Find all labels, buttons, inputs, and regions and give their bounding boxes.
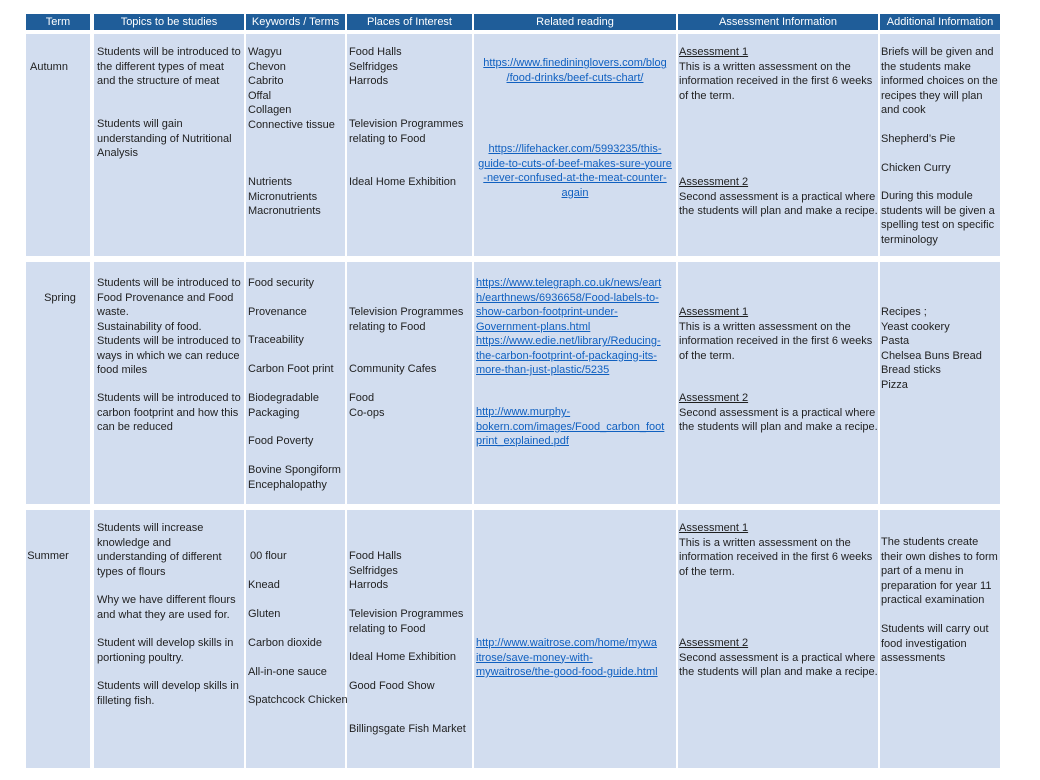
spring-topic-block <box>97 276 241 378</box>
summer-place-block <box>349 650 456 665</box>
summer-assessment-block-line: the students will plan and make a recipe. <box>679 666 878 678</box>
autumn-additional-block-line: terminology <box>881 233 938 246</box>
summer-topic-block <box>97 679 239 708</box>
spring-additional-block-line: Chelsea Buns Bread <box>881 349 982 362</box>
spring-places-cell <box>347 262 472 504</box>
autumn-topic-block-line: the different types of meat <box>97 60 224 73</box>
spring-assessment-block-line: This is a written assessment on the <box>679 320 851 333</box>
autumn-assessment-block-line: of the term. <box>679 89 735 102</box>
autumn-keyword-block <box>248 175 321 219</box>
autumn-additional-block-line: students will be given a <box>881 204 995 217</box>
spring-reading-link-line[interactable]: more-than-just-plastic/5235 <box>476 364 610 376</box>
spring-reading-link-line[interactable]: Government-plans.html <box>476 320 591 333</box>
autumn-additional-block <box>881 45 998 118</box>
autumn-assessment-block-line: This is a written assessment on the <box>679 60 851 73</box>
summer-keyword-block-line: Spatchcock Chicken <box>248 694 348 706</box>
autumn-place-block-line: Selfridges <box>349 60 398 73</box>
autumn-topic-block <box>97 45 241 89</box>
summer-assessment-block-line: Assessment 1 <box>679 522 749 534</box>
autumn-keyword-block-line: Offal <box>248 89 272 102</box>
header-places: Places of Interest <box>347 14 472 30</box>
summer-place-block-line: Good Food Show <box>349 680 435 692</box>
autumn-place-block-line: Harrods <box>349 75 389 87</box>
autumn-topic-block <box>97 117 232 161</box>
summer-topic-block-line: knowledge and <box>97 536 172 549</box>
spring-place-block <box>349 362 436 377</box>
autumn-topic-block-line: Analysis <box>97 147 138 159</box>
spring-keyword-block <box>248 305 307 320</box>
spring-topic-block-line: Students will be introduced to <box>97 392 241 404</box>
autumn-keyword-block-line: Nutrients <box>248 176 293 188</box>
autumn-place-block-line: Ideal Home Exhibition <box>349 176 457 188</box>
spring-keyword-block-line: Traceability <box>248 334 304 346</box>
spring-assessment-block-line: the students will plan and make a recipe. <box>679 421 878 433</box>
summer-additional-block-line: practical examination <box>881 594 985 606</box>
autumn-reading-link-line[interactable]: /food-drinks/beef-cuts-chart/ <box>506 71 644 84</box>
spring-keyword-block-line: Bovine Spongiform <box>248 464 341 476</box>
header-topics: Topics to be studies <box>94 14 244 30</box>
summer-place-block-line: Selfridges <box>349 564 398 577</box>
autumn-reading-link[interactable] <box>476 56 674 85</box>
summer-additional-block <box>881 622 989 666</box>
spring-topic-block <box>97 391 241 435</box>
spring-topic-block-line: can be reduced <box>97 421 173 433</box>
summer-place-block <box>349 722 466 737</box>
spring-place-block <box>349 391 384 420</box>
spring-place-block-line: Food <box>349 392 375 404</box>
header-additional: Additional Information <box>880 14 1000 30</box>
summer-assessment-block <box>679 521 872 579</box>
autumn-additional-block-line: the students make <box>881 60 971 73</box>
spring-reading-link-line[interactable]: the-carbon-footprint-of-packaging-its- <box>476 349 657 362</box>
summer-topic-block-line: Students will increase <box>97 522 204 534</box>
summer-additional-block-line: food investigation <box>881 637 967 650</box>
summer-additional-block-line: Students will carry out <box>881 623 989 635</box>
spring-reading-link-line[interactable]: show-carbon-footprint-under- <box>476 306 618 318</box>
spring-additional-block-line: Yeast cookery <box>881 320 950 333</box>
spring-reading-link[interactable] <box>476 405 664 449</box>
spring-keyword-block-line: Packaging <box>248 406 300 419</box>
autumn-place-block-line: Television Programmes <box>349 118 464 130</box>
summer-place-block-line: Harrods <box>349 579 389 591</box>
autumn-reading-link-line[interactable]: again <box>561 186 589 199</box>
autumn-topic-block-line: understanding of Nutritional <box>97 132 232 145</box>
spring-topic-block-line: Students will be introduced to <box>97 277 241 289</box>
autumn-reading-link-line[interactable]: -never-confused-at-the-meat-counter- <box>483 172 667 184</box>
summer-topic-block-line: portioning poultry. <box>97 651 184 664</box>
spring-assessment-block-line: Assessment 2 <box>679 392 749 404</box>
autumn-reading-link-line[interactable]: guide-to-cuts-of-beef-makes-sure-youre <box>478 157 672 170</box>
spring-place-block-line: Community Cafes <box>349 363 437 375</box>
autumn-additional-block-line: informed choices on the <box>881 75 998 87</box>
summer-place-block-line: Ideal Home Exhibition <box>349 651 457 663</box>
autumn-place-block <box>349 175 456 190</box>
summer-place-block-line: Food Halls <box>349 550 402 562</box>
summer-keyword-block-line: Knead <box>248 579 280 591</box>
spring-keyword-block <box>248 434 313 449</box>
term-summer: Summer <box>27 550 69 562</box>
summer-topic-block-line: Student will develop skills in <box>97 637 234 649</box>
summer-assessment-block <box>679 636 878 680</box>
autumn-topic-block-line: Students will gain <box>97 118 183 130</box>
autumn-assessment-block <box>679 175 878 219</box>
spring-topic-block-line: waste. <box>97 306 129 318</box>
spring-place-block <box>349 305 463 334</box>
autumn-keyword-block-line: Chevon <box>248 60 286 73</box>
spring-keyword-block-line: Food Poverty <box>248 435 314 447</box>
spring-topic-block-line: Sustainability of food. <box>97 320 202 333</box>
summer-assessment-block-line: Second assessment is a practical where <box>679 651 876 664</box>
autumn-place-block-line: relating to Food <box>349 132 426 145</box>
autumn-assessment-block <box>679 45 872 103</box>
spring-reading-link[interactable] <box>476 276 661 378</box>
spring-reading-link-line[interactable]: h/earthnews/6936658/Food-labels-to- <box>476 291 659 304</box>
spring-additional-block-line: Recipes ; <box>881 306 927 318</box>
autumn-topic-block-line: and the structure of meat <box>97 75 220 87</box>
term-spring: Spring <box>44 292 76 304</box>
autumn-additional-block <box>881 161 951 176</box>
spring-assessment-block-line: information received in the first 6 weeks <box>679 335 873 347</box>
summer-topic-block-line: types of flours <box>97 565 166 578</box>
autumn-assessment-block-line: Assessment 1 <box>679 46 749 58</box>
summer-keyword-block-line: All-in-one sauce <box>248 666 327 678</box>
autumn-place-block <box>349 117 463 146</box>
summer-additional-block-line: their own dishes to form <box>881 550 998 563</box>
summer-additional-block-line: part of a menu in <box>881 565 964 577</box>
spring-keyword-block-line: Provenance <box>248 306 307 318</box>
summer-topic-block-line: Why we have different flours <box>97 594 236 606</box>
summer-reading-link-line[interactable]: mywaitrose/the-good-food-guide.html <box>476 666 658 678</box>
summer-reading-link-line[interactable]: itrose/save-money-with- <box>476 651 593 664</box>
autumn-additional-block-line: Chicken Curry <box>881 162 951 174</box>
summer-keyword-block <box>248 636 322 651</box>
spring-topic-block-line: ways in which we can reduce <box>97 349 240 362</box>
spring-additional-block-line: Pizza <box>881 378 908 391</box>
autumn-additional-block <box>881 132 955 147</box>
autumn-place-block-line: Food Halls <box>349 46 402 58</box>
summer-reading-link-line[interactable]: http://www.waitrose.com/home/mywa <box>476 637 657 649</box>
autumn-assessment-block-line: Assessment 2 <box>679 176 749 188</box>
spring-reading-link-line[interactable]: print_explained.pdf <box>476 435 569 447</box>
summer-keyword-block-line: Carbon dioxide <box>248 637 322 649</box>
spring-keyword-block <box>248 362 334 377</box>
spring-assessment-block <box>679 391 878 435</box>
summer-keyword-block <box>248 693 348 708</box>
autumn-keyword-block-line: Micronutrients <box>248 190 318 203</box>
spring-keyword-block-line: Encephalopathy <box>248 478 327 491</box>
spring-place-block-line: Co-ops <box>349 406 385 419</box>
spring-place-block-line: Television Programmes <box>349 306 464 318</box>
header-assessment: Assessment Information <box>678 14 878 30</box>
spring-topic-block-line: carbon footprint and how this <box>97 406 239 419</box>
summer-topic-block-line: and what they are used for. <box>97 608 230 621</box>
spring-topic-block-line: food miles <box>97 364 148 376</box>
autumn-assessment-block-line: information received in the first 6 weeks <box>679 75 873 87</box>
spring-keyword-block <box>248 463 341 492</box>
header-term: Term <box>26 14 90 30</box>
spring-keyword-block-line: Biodegradable <box>248 392 319 404</box>
summer-assessment-block-line: This is a written assessment on the <box>679 536 851 549</box>
summer-place-block <box>349 607 463 636</box>
summer-keyword-block-line: Gluten <box>248 608 281 620</box>
autumn-additional-block-line: recipes they will plan <box>881 89 983 102</box>
autumn-reading-link[interactable] <box>476 142 674 200</box>
summer-reading-link[interactable] <box>476 636 658 680</box>
spring-keyword-block <box>248 391 319 420</box>
spring-topic-block-line: Food Provenance and Food <box>97 291 234 304</box>
summer-additional-block-line: preparation for year 11 <box>881 579 992 592</box>
summer-keyword-block <box>248 578 280 593</box>
spring-assessment-block-line: Assessment 1 <box>679 306 749 318</box>
spring-assessment-block-line: of the term. <box>679 349 735 362</box>
spring-place-block-line: relating to Food <box>349 320 426 333</box>
summer-keyword-block <box>250 549 287 564</box>
autumn-place-block <box>349 45 402 89</box>
header-reading: Related reading <box>474 14 676 30</box>
term-autumn: Autumn <box>30 61 68 73</box>
autumn-reading-link-line[interactable]: https://lifehacker.com/5993235/this- <box>488 143 662 155</box>
summer-place-block-line: Billingsgate Fish Market <box>349 723 466 735</box>
autumn-keyword-block-line: Macronutrients <box>248 205 321 217</box>
summer-keyword-block <box>248 665 327 680</box>
spring-reading-link-line[interactable]: https://www.telegraph.co.uk/news/eart <box>476 277 662 289</box>
spring-topic-block-line: Students will be introduced to <box>97 335 241 347</box>
summer-topic-block <box>97 593 236 622</box>
autumn-keyword-block-line: Collagen <box>248 104 292 116</box>
spring-keyword-block <box>248 333 304 348</box>
summer-place-block <box>349 549 402 593</box>
summer-additional-block-line: assessments <box>881 652 946 664</box>
spring-keyword-block-line: Carbon Foot print <box>248 363 334 375</box>
summer-place-block <box>349 679 435 694</box>
spring-additional-block <box>881 305 982 392</box>
autumn-additional-block-line: and cook <box>881 104 926 116</box>
summer-topic-block <box>97 636 233 665</box>
autumn-additional-block-line: During this module <box>881 190 973 202</box>
spring-additional-block-line: Pasta <box>881 335 910 347</box>
summer-topic-block <box>97 521 222 579</box>
header-keywords: Keywords / Terms <box>246 14 345 30</box>
autumn-additional-block-line: Briefs will be given and <box>881 46 994 58</box>
autumn-additional-block-line: Shepherd’s Pie <box>881 133 956 145</box>
autumn-topic-block-line: Students will be introduced to <box>97 46 241 58</box>
summer-keyword-block <box>248 607 280 622</box>
summer-place-block-line: Television Programmes <box>349 608 464 620</box>
summer-topic-block-line: understanding of different <box>97 551 222 563</box>
summer-topic-block-line: filleting fish. <box>97 694 155 707</box>
spring-keyword-block-line: Food security <box>248 277 315 289</box>
spring-reading-link-line[interactable]: http://www.murphy- <box>476 406 571 418</box>
autumn-keyword-block-line: Wagyu <box>248 46 282 58</box>
spring-assessment-cell <box>678 262 878 504</box>
autumn-assessment-block-line: the students will plan and make a recipe. <box>679 205 878 217</box>
spring-assessment-block <box>679 305 872 363</box>
autumn-additional-block-line: spelling test on specific <box>881 219 995 231</box>
summer-assessment-block-line: of the term. <box>679 565 735 578</box>
summer-keyword-block-line: 00 flour <box>250 550 287 562</box>
summer-place-block-line: relating to Food <box>349 622 426 635</box>
spring-reading-link-line[interactable]: https://www.edie.net/library/Reducing- <box>476 335 661 347</box>
summer-additional-block <box>881 535 998 608</box>
autumn-reading-link-line[interactable]: https://www.finediningl​overs.com/blog <box>483 57 667 69</box>
autumn-additional-block <box>881 189 995 247</box>
spring-reading-link-line[interactable]: bokern.com/images/Food_carbon_foot <box>476 420 665 433</box>
summer-additional-block-line: The students create <box>881 536 979 548</box>
summer-topic-block-line: Students will develop skills in <box>97 680 239 692</box>
autumn-keyword-block-line: Cabrito <box>248 75 284 87</box>
spring-assessment-block-line: Second assessment is a practical where <box>679 406 876 419</box>
summer-assessment-block-line: Assessment 2 <box>679 637 749 649</box>
spring-keyword-block <box>248 276 314 291</box>
summer-assessment-block-line: information received in the first 6 weeks <box>679 551 873 563</box>
spring-additional-block-line: Bread sticks <box>881 364 941 376</box>
autumn-keyword-block-line: Connective tissue <box>248 118 335 131</box>
autumn-assessment-block-line: Second assessment is a practical where <box>679 190 876 203</box>
autumn-keyword-block <box>248 45 335 132</box>
